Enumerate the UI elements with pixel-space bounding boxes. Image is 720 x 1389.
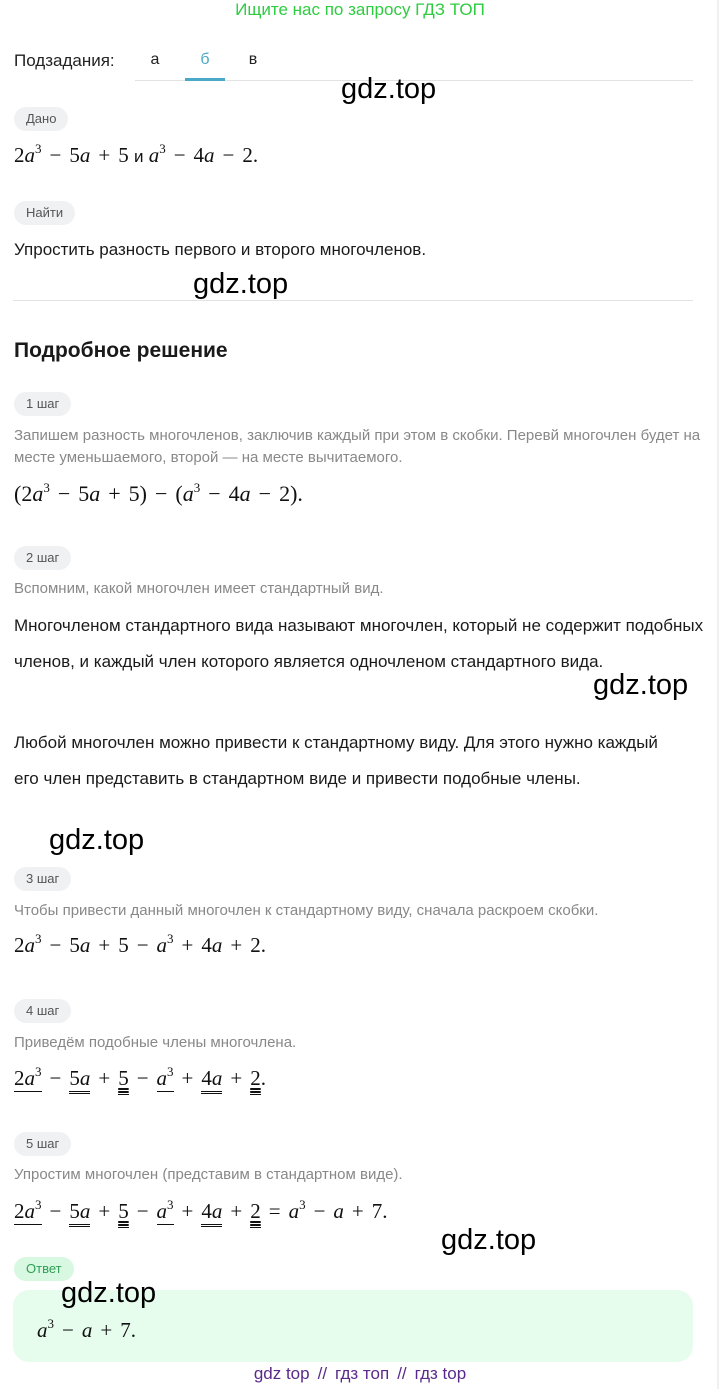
find-text: Упростить разность первого и второго многочленов.: [14, 240, 427, 259]
watermark: gdz.top: [193, 268, 289, 300]
watermark: gdz.top: [49, 824, 145, 856]
step-2-text: Вспомним, какой многочлен имеет стандартный вид.: [14, 580, 384, 597]
footer-separator: //: [397, 1364, 407, 1383]
answer-formula: $a^3 - a + 7$.: [37, 1316, 136, 1342]
solution-heading: Подробное решение: [14, 339, 228, 362]
watermark: gdz.top: [61, 1277, 157, 1309]
given-formula: $2a^3 - 5a + 5$ и $a^3 - 4a - 2$.: [14, 141, 259, 167]
step-1-chip: 1 шаг: [14, 392, 71, 416]
footer-link-3[interactable]: гдз top: [414, 1364, 467, 1383]
step-5-text: Упростим многочлен (представим в стандартном виде).: [14, 1166, 403, 1183]
active-tab-indicator: [185, 78, 225, 81]
step-4-formula: $2a^3 - 5a + 5 - a^3 + 4a + 2$.: [14, 1066, 266, 1091]
subtasks-label: Подзадания:: [14, 51, 115, 70]
watermark: gdz.top: [441, 1224, 537, 1256]
step-3-chip: 3 шаг: [14, 867, 71, 891]
step-5-chip: 5 шаг: [14, 1132, 71, 1156]
step-1-formula: $(2a^3 - 5a + 5) - (a^3 - 4a - 2)$.: [14, 480, 303, 506]
watermark: gdz.top: [341, 73, 437, 105]
scrollbar-track[interactable]: [717, 0, 719, 1389]
step-4-text: Приведём подобные члены многочлена.: [14, 1034, 297, 1051]
section-divider: [13, 300, 693, 301]
answer-chip: Ответ: [14, 1257, 74, 1281]
tab-a[interactable]: а: [150, 51, 160, 68]
step-1-text: Запишем разность многочленов, заключив каждый при этом в скобки. Перевй многочлен будет на месте уменьшаемого, второй — на месте вычитаемого.: [14, 427, 701, 466]
tab-v[interactable]: в: [248, 51, 258, 68]
step-2-chip: 2 шаг: [14, 546, 71, 570]
footer-link-1[interactable]: gdz top: [253, 1364, 310, 1383]
step-3-formula: $2a^3 - 5a + 5 - a^3 + 4a + 2$.: [14, 931, 266, 957]
step-2-paragraph-2: Любой многочлен можно привести к стандартному виду. Для этого нужно каждый его член представить в стандартном виде и привести подобные члены.: [14, 733, 658, 788]
step-5-formula: $2a^3 - 5a + 5 - a^3 + 4a + 2 = a^3 - a + 7$.: [14, 1199, 388, 1224]
footer-link-2[interactable]: гдз топ: [335, 1364, 390, 1383]
find-chip: Найти: [14, 201, 75, 225]
tab-b[interactable]: б: [200, 51, 210, 68]
step-4-chip: 4 шаг: [14, 999, 71, 1023]
search-banner: Ищите нас по запросу ГДЗ ТОП: [235, 0, 485, 19]
step-2-paragraph-1: Многочленом стандартного вида называют многочлен, который не содержит подобных членов, и каждый член которого является одночленом стандартного вида.: [14, 616, 704, 671]
step-3-text: Чтобы привести данный многочлен к стандартному виду, сначала раскроем скобки.: [14, 902, 599, 919]
watermark: gdz.top: [593, 669, 689, 701]
given-connector: и: [133, 147, 144, 166]
given-chip: Дано: [14, 107, 68, 131]
footer-links: [0, 1364, 720, 1384]
footer-separator: //: [317, 1364, 328, 1383]
